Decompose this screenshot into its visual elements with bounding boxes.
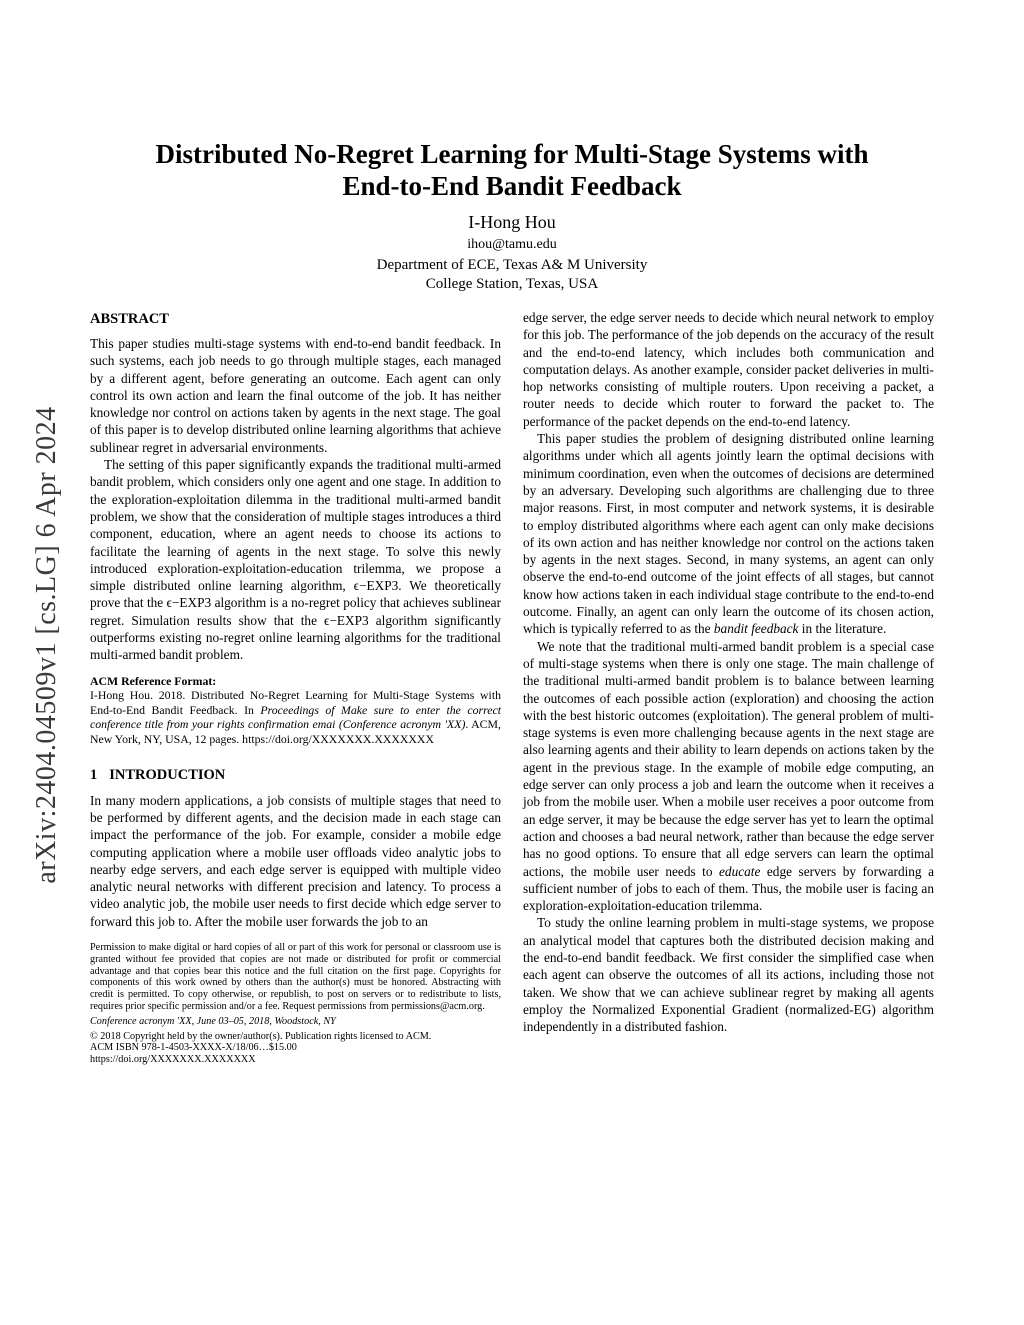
left-column (90, 309, 501, 1066)
right-paragraph-2-italic: bandit feedback (713, 621, 799, 637)
author-name: I-Hong Hou (468, 212, 556, 232)
title-line-1: Distributed No-Regret Learning for Multi-Stage Systems with (155, 139, 869, 169)
right-paragraph-3-part2: edge servers by forwarding a sufficient number of jobs to each of them. Thus, the mobile user is facing an exploration-exploitation-education trilemma. (523, 863, 934, 914)
footnote-isbn: ACM ISBN 978-1-4503-XXXX-X/18/06…$15.00 (90, 1042, 297, 1054)
two-column-body (0, 309, 1024, 1066)
right-column (523, 309, 934, 1066)
right-paragraph-2 (523, 430, 934, 638)
acm-reference-heading: ACM Reference Format: (90, 673, 217, 688)
section-title: INTRODUCTION (109, 766, 226, 783)
right-paragraph-3-italic: educate (719, 863, 761, 879)
introduction-paragraph-1: In many modern applications, a job consists of multiple stages that need to be performed by different agents, and the decision made in each stage can impact the performance of the job. For example, consider a mobile edge computing application where a mobile user offloads video analytic jobs to nearby edge servers, and each edge server is equipped with multiple video analytic neural networks with different precision and latency. To process a video analytic job, the mobile user needs to first decide which edge server to forward this job to. After the mobile user forwards the job to an (90, 792, 501, 929)
right-paragraph-2-part1: This paper studies the problem of designing distributed online learning algorithms under which all agents jointly learn the optimal decisions with minimum coordination, even when the outcomes of decisions are determined by an adversary. Developing such algorithms are challenging due to three major reasons. First, in most computer and network systems, it is desirable to employ distributed algorithms where each agent can only make decisions of its own action and has neither knowledge nor control on the actions taken by agents in the next stages. Second, in many systems, an agent can only observe the end-to-end outcome of the joint effects of all stages, but cannot know how actions taken in each individual stage contribute to the end-to-end outcome. Finally, an agent can only learn the outcome of its chosen action, which is typically referred to as the (523, 431, 934, 637)
right-paragraph-1: edge server, the edge server needs to decide which neural network to employ for this job. The performance of the job depends on the accuracy of the result and the end-to-end latency, which includes both communication and computation delays. As another example, consider packet deliveries in multi-hop networks consisting of multiple routers. Upon receiving a packet, a router needs to decide which router to forward the packet to. The performance of the packet depends on the end-to-end latency. (523, 310, 934, 429)
right-paragraph-3 (523, 638, 934, 915)
title-line-2: End-to-End Bandit Feedback (342, 171, 682, 201)
footnote-doi: https://doi.org/XXXXXXX.XXXXXXX (90, 1054, 256, 1066)
section-heading-introduction (90, 765, 501, 785)
right-paragraph-3-part1: We note that the traditional multi-armed bandit problem is a special case of multi-stage systems when there is only one stage. The main challenge of the traditional multi-armed bandit problem is to balance between learning the outcomes of each possible action (exploration) and choosing the action with the best historic outcomes (exploitation). The general problem of multi-stage systems is even more challenging because agents in the next stage are also learning agents and their ability to learn depends on actions taken by the agent in the previous stage. In the example of mobile edge computing, an edge server can only process a job and learn the outcome when it receives a job from the mobile user. When a mobile user receives a poor outcome from an edge server, it may be because the edge server has yet to learn the optimal action and chooses a bad neural network, rather than because the edge server has no good options. To ensure that all edge servers can learn the optimal actions, the mobile user needs to (523, 638, 934, 879)
abstract-paragraph-1: This paper studies multi-stage systems with end-to-end bandit feedback. In such systems, each job needs to go through multiple stages, each managed by a different agent, before generating an outcome. Each agent can only control its own action and learn the final outcome of the job. It has neither knowledge nor control on actions taken by agents in the next stage. The goal of this paper is to develop distributed online learning algorithms that achieve sublinear regret in adversarial environments. (90, 336, 501, 455)
right-paragraph-4: To study the online learning problem in multi-stage systems, we propose an analytical model that captures both the distributed decision making and the end-to-end bandit feedback. We first consider the simplified case when each agent can observe the outcomes of all its actions, including those not taken. We show that we can achieve sublinear regret by making all agents employ the Normalized Exponential Gradient (normalized-EG) algorithm independently in a distributed fashion. (523, 915, 934, 1035)
acm-reference-text-part2: . ACM, New York, NY, USA, 12 pages. https://doi.org/XXXXXXX.XXXXXXX (90, 717, 501, 747)
author-email: ihou@tamu.edu (467, 237, 557, 252)
paper-header (0, 0, 1024, 293)
acm-reference-text (90, 688, 501, 746)
acm-reference-text-italic: Proceedings of Make sure to enter the correct conference title from your rights confirmation emai (Conference acronym 'XX) (90, 702, 501, 732)
author-affiliation: Department of ECE, Texas A& M University (376, 257, 648, 273)
acm-reference-text-part1: I-Hong Hou. 2018. Distributed No-Regret Learning for Multi-Stage Systems with End-to-End Bandit Feedback. In (90, 688, 501, 717)
footnote-conference: Conference acronym 'XX, June 03–05, 2018, Woodstock, NY (90, 1015, 336, 1027)
footnote-permission: Permission to make digital or hard copies of all or part of this work for personal or classroom use is granted without fee provided that copies are not made or distributed for profit or commercial advantage and that copies bear this notice and the full citation on the first page. Copyrights for components of this work owned by others than the author(s) must be honored. Abstracting with credit is permitted. To copy otherwise, or republish, to post on servers or to redistribute to lists, requires prior specific permission and/or a fee. Request permissions from permissions@acm.org. (90, 941, 501, 1012)
footnote-copyright: © 2018 Copyright held by the owner/author(s). Publication rights licensed to ACM. (90, 1030, 432, 1042)
footnote-block (90, 942, 501, 1066)
abstract-paragraph-2: The setting of this paper significantly expands the traditional multi-armed bandit problem, which considers only one agent and one stage. In addition to the exploration-exploitation dilemma in the traditional multi-armed bandit problem, we show that the consideration of multiple stages introduces a third component, education, where an agent needs to choose its actions to facilitate the learning of agents in the next stage. To solve this newly introduced exploration-exploitation-education trilemma, we propose a simple distributed online learning algorithm, ϵ−EXP3. We theoretically prove that the ϵ−EXP3 algorithm is a no-regret policy that achieves sublinear regret. Simulation results show that the ϵ−EXP3 algorithm significantly outperforms existing no-regret online learning algorithms for the traditional multi-armed bandit problem. (90, 457, 501, 663)
arxiv-watermark: arXiv:2404.04509v1 [cs.LG] 6 Apr 2024 (31, 406, 62, 884)
section-number: 1 (90, 766, 98, 783)
right-paragraph-2-part2: in the literature. (798, 621, 887, 637)
abstract-heading: ABSTRACT (90, 311, 169, 327)
author-location: College Station, Texas, USA (425, 276, 599, 292)
paper-title (0, 138, 1024, 202)
acm-reference-block (90, 674, 501, 747)
